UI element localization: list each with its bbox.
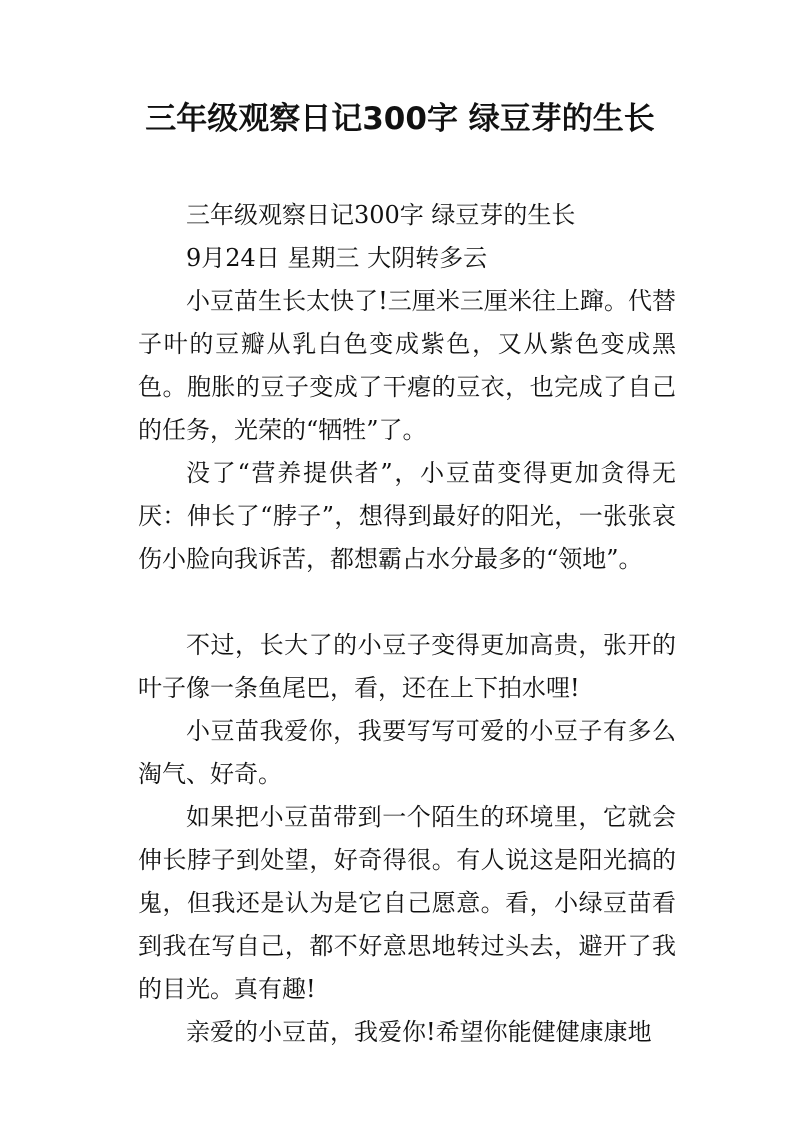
document-title: 三年级观察日记300字 绿豆芽的生长: [145, 101, 655, 137]
body-subtitle: 三年级观察日记300字 绿豆芽的生长: [186, 201, 576, 229]
paragraph: 没了“营养提供者”，小豆苗变得更加贪得无厌：伸长了“脖子”，想得到最好的阳光，一张张哀伤小脸向我诉苦，都想霸占水分最多的“领地”。: [138, 459, 676, 573]
paragraph: 不过，长大了的小豆子变得更加高贵，张开的叶子像一条鱼尾巴，看，还在上下拍水哩!: [138, 631, 676, 702]
document-body: [138, 194, 676, 1054]
date-weather-line: 9月24日 星期三 大阴转多云: [186, 244, 488, 272]
paragraph: 亲爱的小豆苗，我爱你!希望你能健健康康地: [186, 1018, 652, 1046]
paragraph: 小豆苗生长太快了!三厘米三厘米往上蹿。代替子叶的豆瓣从乳白色变成紫色，又从紫色变成黑色。胞胀的豆子变成了干瘪的豆衣，也完成了自己的任务，光荣的“牺牲”了。: [138, 287, 676, 444]
blank-line: [138, 581, 676, 624]
paragraph: 如果把小豆苗带到一个陌生的环境里，它就会伸长脖子到处望，好奇得很。有人说这是阳光搞的鬼，但我还是认为是它自己愿意。看，小绿豆苗看到我在写自己，都不好意思地转过头去，避开了我的目光。真有趣!: [138, 803, 676, 1003]
paragraph: 小豆苗我爱你，我要写写可爱的小豆子有多么淘气、好奇。: [138, 717, 676, 788]
